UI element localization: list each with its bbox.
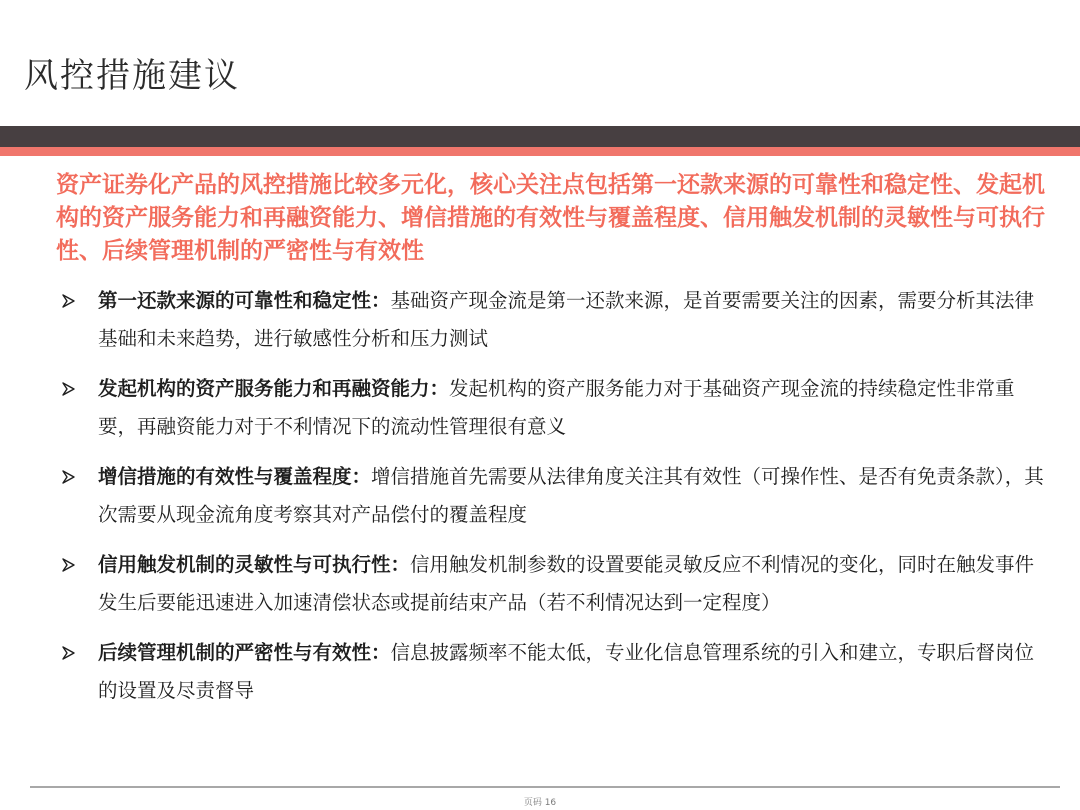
- bullet-detail: 信息披露频率不能太低，专业化信息管理系统的引入和建立，专职后督岗位的设置及尽责督导: [98, 641, 1035, 702]
- bullet-detail: 信用触发机制参数的设置要能灵敏反应不利情况的变化，同时在触发事件发生后要能迅速进入加速清偿状态或提前结束产品（若不利情况达到一定程度）: [98, 553, 1035, 614]
- arrow-bullet-icon: [62, 458, 84, 496]
- bullet-detail: 发起机构的资产服务能力对于基础资产现金流的持续稳定性非常重要，再融资能力对于不利情况下的流动性管理很有意义: [98, 377, 1015, 438]
- bullet-item-credit-trigger: [62, 546, 1052, 622]
- arrow-bullet-icon: [62, 634, 84, 672]
- bullet-detail: 基础资产现金流是第一还款来源，是首要需要关注的因素，需要分析其法律基础和未来趋势，进行敏感性分析和压力测试: [98, 289, 1035, 350]
- bullet-list: [62, 282, 1052, 722]
- bullet-item-credit-enhancement: [62, 458, 1052, 534]
- bullet-item-repayment-source: [62, 282, 1052, 358]
- arrow-bullet-icon: [62, 546, 84, 584]
- header-accent-bar: [0, 147, 1080, 156]
- slide-title: 风控措施建议: [24, 56, 240, 96]
- bullet-term: 信用触发机制的灵敏性与可执行性：: [98, 553, 411, 576]
- footer-divider: [30, 786, 1060, 788]
- arrow-bullet-icon: [62, 370, 84, 408]
- bullet-term: 第一还款来源的可靠性和稳定性：: [98, 289, 391, 312]
- page-number: 页码 16: [523, 798, 557, 808]
- bullet-item-originator-capability: [62, 370, 1052, 446]
- arrow-bullet-icon: [62, 282, 84, 320]
- bullet-detail: 增信措施首先需要从法律角度关注其有效性（可操作性、是否有免责条款），其次需要从现金流角度考察其对产品偿付的覆盖程度: [98, 465, 1044, 526]
- bullet-term: 后续管理机制的严密性与有效性：: [98, 641, 391, 664]
- summary-text: 资产证券化产品的风控措施比较多元化，核心关注点包括第一还款来源的可靠性和稳定性、发起机构的资产服务能力和再融资能力、增信措施的有效性与覆盖程度、信用触发机制的灵敏性与可执行性、后续管理机制的严密性与有效性: [56, 171, 1045, 264]
- bullet-item-post-management: [62, 634, 1052, 710]
- header-dark-bar: [0, 126, 1080, 147]
- bullet-term: 发起机构的资产服务能力和再融资能力：: [98, 377, 450, 400]
- bullet-term: 增信措施的有效性与覆盖程度：: [98, 465, 372, 488]
